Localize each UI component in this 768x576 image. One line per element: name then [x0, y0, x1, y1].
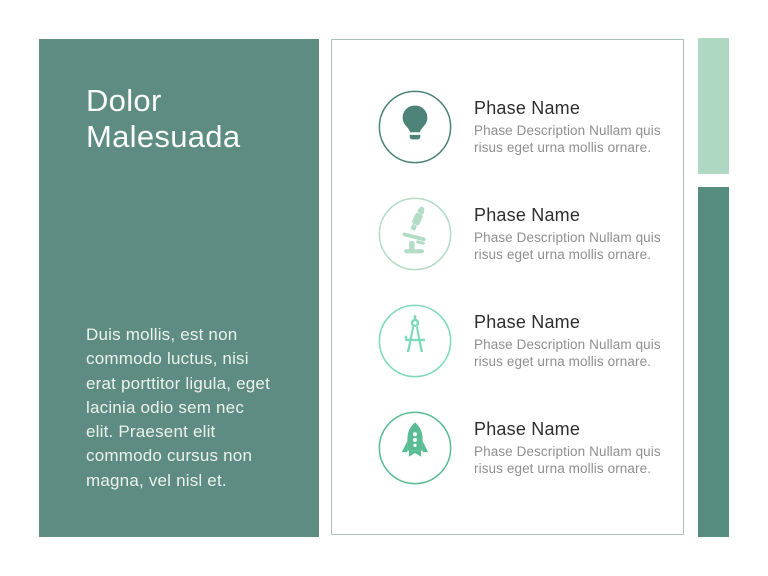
phase-description: Phase Description Nullam quis risus eget urna mollis ornare.: [474, 443, 661, 476]
phase-name: Phase Name: [474, 204, 581, 225]
rocket-icon: [377, 410, 453, 486]
accent-bar-bottom: [698, 187, 729, 537]
drafting-compass-icon: [377, 303, 453, 379]
lightbulb-icon: [377, 89, 453, 165]
phase-text-block: [474, 419, 674, 478]
slide-body-text: Duis mollis, est non commodo luctus, nisi erat porttitor ligula, eget lacinia odio sem nec elit. Praesent elit commodo cursus non magna, vel nisl et.: [86, 325, 270, 490]
phase-row-1: [377, 89, 674, 165]
phases-card: [331, 39, 684, 535]
phase-icon-circle: [379, 198, 450, 269]
phase-name: Phase Name: [474, 311, 581, 332]
phase-text-block: [474, 98, 674, 157]
microscope-icon: [377, 196, 453, 272]
phase-row-4: [377, 410, 674, 486]
phase-description: Phase Description Nullam quis risus eget urna mollis ornare.: [474, 122, 661, 155]
accent-bar-top: [698, 38, 729, 174]
phase-text-block: [474, 205, 674, 264]
slide-title: Dolor Malesuada: [86, 83, 241, 154]
phase-row-3: [377, 303, 674, 379]
phase-text-block: [474, 312, 674, 371]
phase-description: Phase Description Nullam quis risus eget urna mollis ornare.: [474, 229, 661, 262]
phase-description: Phase Description Nullam quis risus eget urna mollis ornare.: [474, 336, 661, 369]
phase-row-2: [377, 196, 674, 272]
phase-name: Phase Name: [474, 97, 581, 118]
phase-name: Phase Name: [474, 418, 581, 439]
title-panel: [39, 39, 319, 537]
